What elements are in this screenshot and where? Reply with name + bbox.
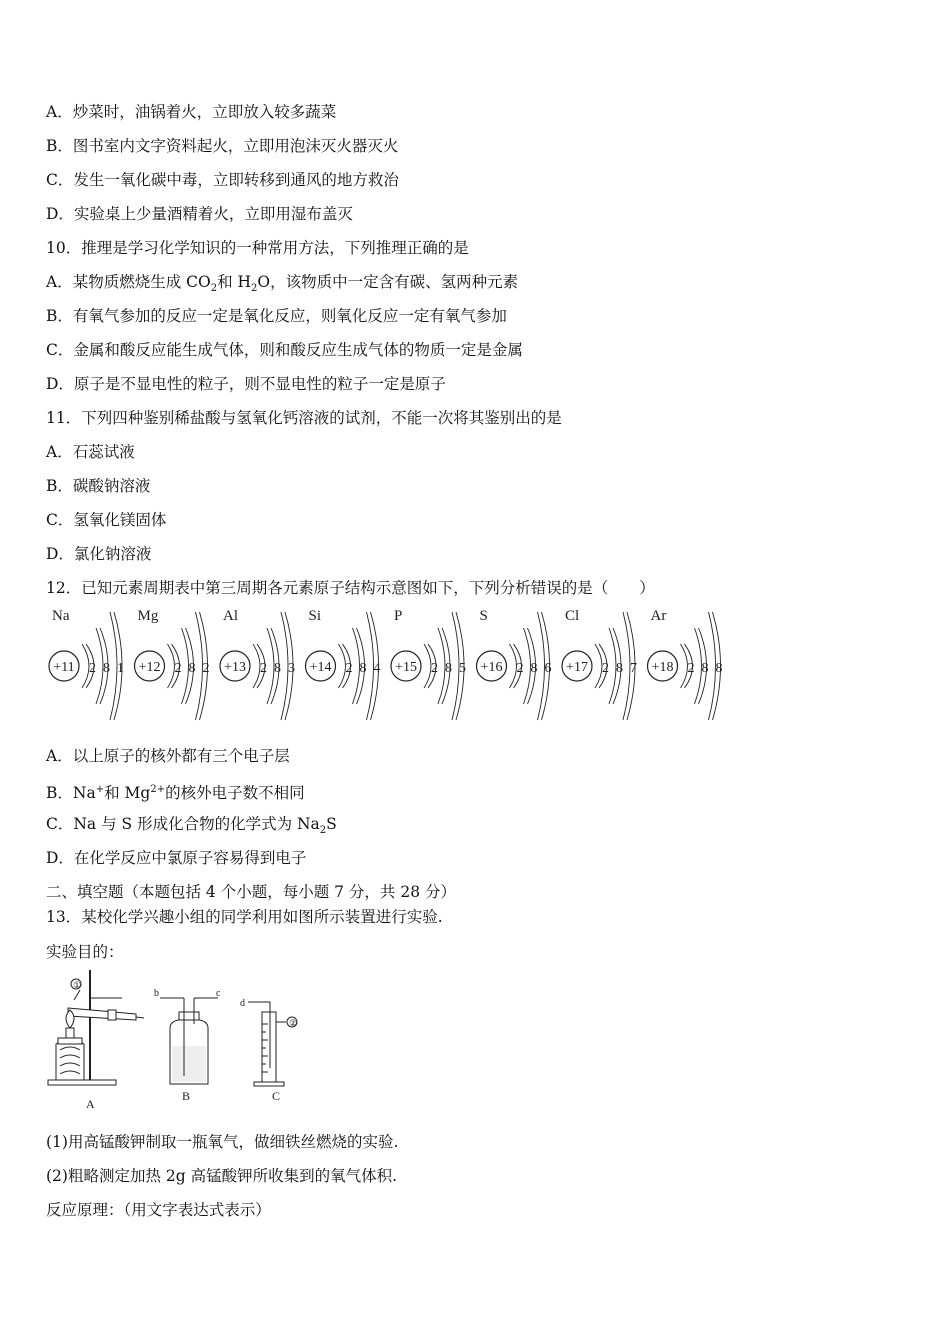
electron-count: 5 [459,661,466,676]
apparatus-a [48,970,144,1110]
q10-option-d: D．原子是不显电性的粒子，则不显电性的粒子一定是原子 [46,375,446,393]
atom-symbol: Na [52,608,70,624]
electron-count: 2 [89,661,96,676]
atom-symbol: P [394,608,403,624]
q10-stem: 10．推理是学习化学知识的一种常用方法，下列推理正确的是 [46,239,469,257]
q9-option-c: C．发生一氧化碳中毒，立即转移到通风的地方救治 [46,171,399,189]
electron-count: 2 [602,661,609,676]
electron-count: 7 [630,661,637,676]
shell-arc [196,612,203,720]
electron-count: 8 [359,661,367,676]
shell-arc [339,644,346,688]
q12-option-b: B．Na+和 $Mg^{2+}$的核外电子数不相同 [46,784,305,803]
label-b: B [182,1089,191,1103]
section-title: 二、填空题（本题包括 4 个小题，每小题 7 分，共 28 分） [46,883,457,901]
atom-3 [306,608,381,720]
shell-arc [438,628,445,704]
q11-option-c: C．氢氧化镁固体 [46,511,167,529]
apparatus-figure [40,968,320,1110]
shell-arc [424,644,431,688]
q12-option-d: D．在化学反应中氯原子容易得到电子 [46,849,307,867]
shell-arc [609,628,616,704]
q13-item-1: (1)用高锰酸钾制取一瓶氧气，做细铁丝燃烧的实验. [46,1133,399,1151]
shell-arc [281,612,288,720]
shell-arc [168,644,175,688]
electron-count: 8 [616,661,623,676]
shell-arc [253,644,260,688]
label-c: C [272,1089,281,1103]
q9-option-a: A．炒菜时，油锅着火，立即放入较多蔬菜 [46,103,337,121]
electron-count: 2 [345,661,353,676]
shell-arc [524,628,531,704]
port-c: c [216,988,221,999]
shell-arc [182,628,189,704]
q10-option-a: A．某物质燃烧生成 $CO_2$和 $H_2O$，该物质中一定含有碳、氢两种元素 [46,273,519,295]
nucleus-charge: +16 [480,660,503,675]
q12-stem: 12．已知元素周期表中第三周期各元素原子结构示意图如下，下列分析错误的是（ ） [46,579,655,597]
q13-principle: 反应原理：（用文字表达式表示） [46,1201,271,1219]
electron-count: 1 [117,661,124,676]
q10-option-c: C．金属和酸反应能生成气体，则和酸反应生成气体的物质一定是金属 [46,341,523,359]
apparatus-c [240,998,297,1103]
electron-count: 8 [701,661,709,676]
shell-arc [709,612,716,720]
nucleus-charge: +18 [651,660,674,675]
atom-symbol: Al [223,608,238,624]
atom-6 [562,608,637,720]
shell-arc [695,628,702,704]
shell-arc [452,612,459,720]
shell-arc [595,644,602,688]
shell-arc [623,612,630,720]
atom-4 [391,608,466,720]
shell-arc [367,612,374,720]
nucleus-charge: +13 [224,660,246,675]
shell-arc [538,612,545,720]
q11-option-d: D．氯化钠溶液 [46,545,152,563]
atom-1 [135,608,210,720]
shell-arc [353,628,360,704]
q12-option-c: C．Na 与 S 形成化合物的化学式为 $Na_2S$ [46,815,337,837]
q9-option-d: D．实验桌上少量酒精着火，立即用湿布盖灭 [46,205,353,223]
electron-count: 8 [103,661,110,676]
atom-2 [220,608,295,720]
atomic-structure-diagram [40,604,740,724]
electron-count: 8 [715,661,723,676]
q13-purpose: 实验目的： [46,943,124,961]
electron-count: 2 [431,661,438,676]
label-a: A [86,1097,95,1110]
electron-count: 8 [188,661,196,676]
electron-count: 3 [288,661,295,676]
nucleus-charge: +17 [566,660,588,675]
atom-5 [477,608,552,720]
port-b: b [154,988,159,999]
q11-stem: 11．下列四种鉴别稀盐酸与氢氧化钙溶液的试剂，不能一次将其鉴别出的是 [46,409,562,427]
atom-symbol: Mg [137,608,159,624]
shell-arc [681,644,688,688]
shell-arc [110,612,117,720]
q11-option-b: B．碳酸钠溶液 [46,477,151,495]
electron-count: 2 [260,661,267,676]
electron-count: 2 [202,661,210,676]
electron-count: 8 [274,661,281,676]
q13-stem: 13．某校化学兴趣小组的同学利用如图所示装置进行实验. [46,908,443,926]
nucleus-charge: +12 [138,660,161,675]
mark-2: ② [289,1018,298,1028]
q11-option-a: A．石蕊试液 [46,443,135,461]
q13-item-2: (2)粗略测定加热 2g 高锰酸钾所收集到的氧气体积. [46,1167,398,1185]
port-d: d [240,998,245,1009]
electron-count: 8 [530,661,538,676]
shell-arc [510,644,517,688]
q9-option-b: B．图书室内文字资料起火，立即用泡沫灭火器灭火 [46,137,399,155]
q10-option-b: B．有氧气参加的反应一定是氧化反应，则氧化反应一定有氧气参加 [46,307,507,325]
nucleus-charge: +11 [53,660,75,675]
q12-option-a: A．以上原子的核外都有三个电子层 [46,747,290,765]
electron-count: 2 [174,661,182,676]
electron-count: 2 [687,661,695,676]
shell-arc [82,644,89,688]
atom-7 [648,608,723,720]
nucleus-charge: +15 [395,660,417,675]
atom-symbol: Si [308,608,322,624]
shell-arc [267,628,274,704]
atom-symbol: S [479,608,488,624]
atom-symbol: Ar [650,608,667,624]
electron-count: 6 [544,661,552,676]
mark-1: ① [73,980,82,990]
atom-0 [49,608,124,720]
electron-count: 2 [516,661,524,676]
apparatus-b [154,988,221,1103]
electron-count: 4 [373,661,381,676]
electron-count: 8 [445,661,452,676]
nucleus-charge: +14 [309,660,332,675]
shell-arc [96,628,103,704]
atom-symbol: Cl [565,608,580,624]
